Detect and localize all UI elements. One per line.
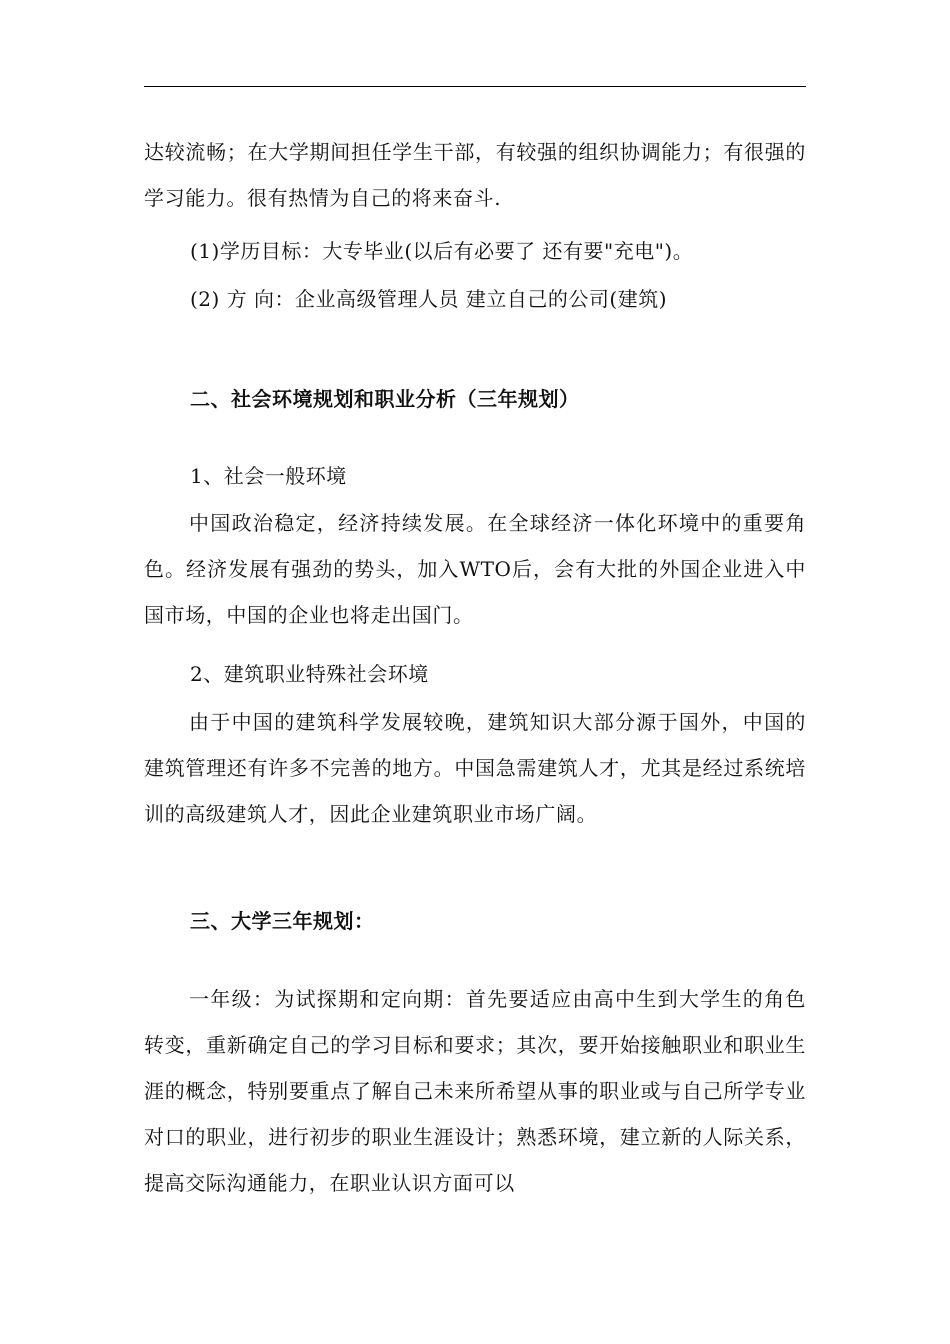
section-3-heading: 三、大学三年规划： bbox=[190, 909, 375, 933]
goal-direction: (2) 方 向：企业高级管理人员 建立自己的公司(建筑) bbox=[190, 287, 668, 311]
section-2-subheading-2: 2、建筑职业特殊社会环境 bbox=[190, 662, 429, 686]
section-2-heading: 二、社会环境规划和职业分析（三年规划） bbox=[190, 387, 580, 411]
section-2-subheading-1: 1、社会一般环境 bbox=[190, 464, 347, 488]
intro-paragraph: 达较流畅；在大学期间担任学生干部，有较强的组织协调能力；有很强的学习能力。很有热情为自己的将来奋斗. bbox=[144, 140, 806, 210]
header-rule bbox=[144, 86, 806, 87]
goal-education: (1)学历目标：大专毕业(以后有必要了 还有要"充电")。 bbox=[190, 239, 694, 263]
section-3-paragraph-1: 一年级：为试探期和定向期：首先要适应由高中生到大学生的角色转变，重新确定自己的学习目标和要求；其次，要开始接触职业和职业生涯的概念，特别要重点了解自己未来所希望从事的职业或与自己所学专业对口的职业，进行初步的职业生涯设计；熟悉环境，建立新的人际关系，提高交际沟通能力，在职业认识方面可以 bbox=[144, 987, 806, 1195]
section-2-paragraph-2: 由于中国的建筑科学发展较晚，建筑知识大部分源于国外，中国的建筑管理还有许多不完善的地方。中国急需建筑人才，尤其是经过系统培训的高级建筑人才，因此企业建筑职业市场广阔。 bbox=[144, 710, 806, 826]
section-2-paragraph-1: 中国政治稳定，经济持续发展。在全球经济一体化环境中的重要角色。经济发展有强劲的势头，加入WTO后，会有大批的外国企业进入中国市场，中国的企业也将走出国门。 bbox=[144, 511, 806, 627]
